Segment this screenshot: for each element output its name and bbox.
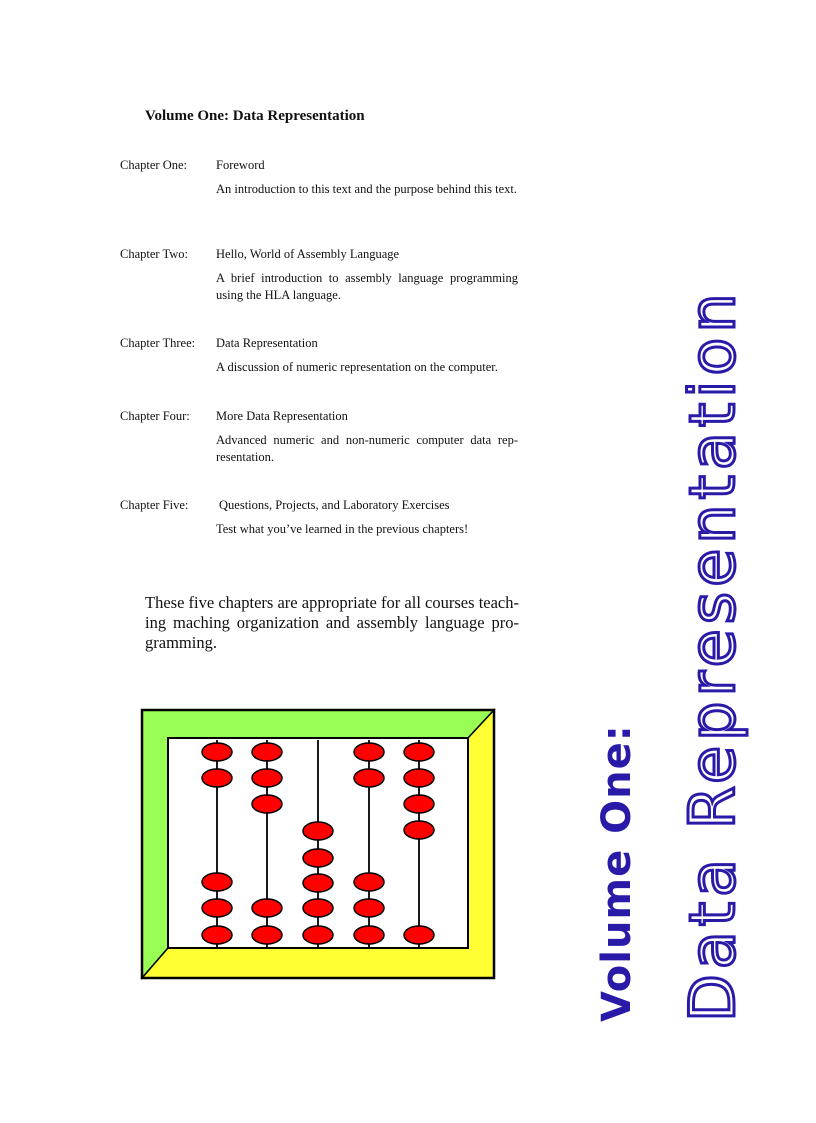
chapter-title: Hello, World of Assembly Language — [216, 247, 400, 261]
chapter-title: Data Representation — [216, 336, 318, 350]
chapter-label: Chapter One: — [120, 158, 187, 172]
chapter-label: Chapter Five: — [120, 498, 189, 512]
vertical-volume-label: Volume One: — [594, 724, 640, 1022]
abacus-illustration — [140, 708, 500, 984]
chapter-title: More Data Representation — [216, 409, 348, 423]
chapter-description: A brief introduction to assembly language programming using the HLA language. — [216, 271, 518, 302]
chapter-label: Chapter Two: — [120, 247, 188, 261]
chapter-entry-five — [120, 497, 520, 538]
chapter-title: Foreword — [216, 158, 265, 172]
volume-heading: Volume One: Data Representation — [145, 108, 365, 124]
chapter-description: Test what you’ve learned in the previous chapters! — [216, 522, 469, 536]
chapter-label: Chapter Three: — [120, 336, 196, 350]
chapter-entry-two — [120, 246, 520, 304]
chapter-description: A discussion of numeric representation on the computer. — [216, 360, 498, 374]
chapter-description: An introduction to this text and the purpose behind this text. — [216, 182, 518, 196]
summary-paragraph: These five chapters are appropriate for all courses teach-ing maching organization and assembly language pro-gramming. — [145, 593, 519, 652]
chapter-entry-three — [120, 335, 520, 376]
chapter-entry-one — [120, 157, 520, 198]
chapter-title: Questions, Projects, and Laboratory Exercises — [219, 498, 450, 512]
chapter-label: Chapter Four: — [120, 409, 190, 423]
vertical-volume-title: Data Representation — [676, 288, 749, 1022]
chapter-description: Advanced numeric and non-numeric computer data rep-resentation. — [216, 433, 518, 464]
chapter-entry-four — [120, 408, 520, 466]
